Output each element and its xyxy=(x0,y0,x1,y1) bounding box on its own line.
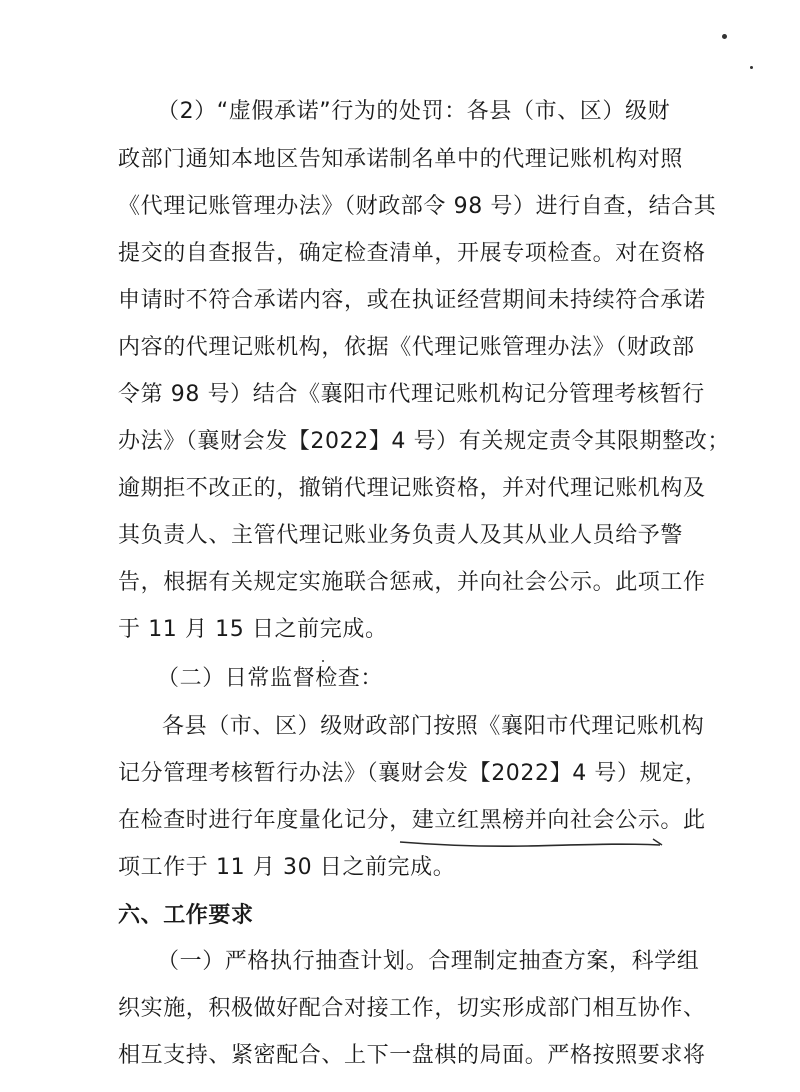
paragraph-line: 内容的代理记账机构，依据《代理记账管理办法》（财政部 xyxy=(118,335,695,360)
paragraph-line: 《代理记账管理办法》（财政部令 98 号）进行自查，结合其 xyxy=(118,194,717,219)
section-heading: 六、工作要求 xyxy=(118,903,254,928)
paragraph-line: 于 11 月 15 日之前完成。 xyxy=(118,617,388,642)
paragraph-line: 政部门通知本地区告知承诺制名单中的代理记账机构对照 xyxy=(118,147,684,172)
paragraph-line: 记分管理考核暂行办法》（襄财会发【2022】4 号）规定， xyxy=(118,761,708,786)
paragraph-line: 相互支持、紧密配合、上下一盘棋的局面。严格按照要求将 xyxy=(118,1043,706,1068)
scan-speck xyxy=(322,660,324,662)
scan-speck xyxy=(722,34,727,39)
underlined-text: 建立红黑榜并向社会公示。 xyxy=(411,808,684,833)
paragraph-line xyxy=(118,807,706,835)
line-segment: 此 xyxy=(683,808,706,833)
paragraph-line: 项工作于 11 月 30 日之前完成。 xyxy=(118,855,456,880)
section-subheading: （二）日常监督检查： xyxy=(157,666,384,691)
paragraph-line: 提交的自查报告，确定检查清单，开展专项检查。对在资格 xyxy=(118,241,706,266)
paragraph-line: 各县（市、区）级财政部门按照《襄阳市代理记账机构 xyxy=(162,714,705,739)
hand-drawn-underline xyxy=(398,836,668,852)
paragraph-line: 申请时不符合承诺内容，或在执证经营期间未持续符合承诺 xyxy=(118,288,706,313)
paragraph-line: （一）严格执行抽查计划。合理制定抽查方案，科学组 xyxy=(157,949,700,974)
paragraph-line: 办法》（襄财会发【2022】4 号）有关规定责令其限期整改； xyxy=(118,429,730,454)
line-segment: 在检查时进行年度量化记分， xyxy=(118,808,412,833)
paragraph-line: 织实施，积极做好配合对接工作，切实形成部门相互协作、 xyxy=(118,996,706,1021)
paragraph-line: 其负责人、主管代理记账业务负责人及其从业人员给予警 xyxy=(118,523,684,548)
paragraph-line: （2）“虚假承诺”行为的处罚：各县（市、区）级财 xyxy=(157,99,671,124)
scan-speck xyxy=(750,66,753,69)
paragraph-line: 逾期拒不改正的，撤销代理记账资格，并对代理记账机构及 xyxy=(118,476,706,501)
paragraph-line: 告，根据有关规定实施联合惩戒，并向社会公示。此项工作 xyxy=(118,570,706,595)
paragraph-line: 令第 98 号）结合《襄阳市代理记账机构记分管理考核暂行 xyxy=(118,382,705,407)
